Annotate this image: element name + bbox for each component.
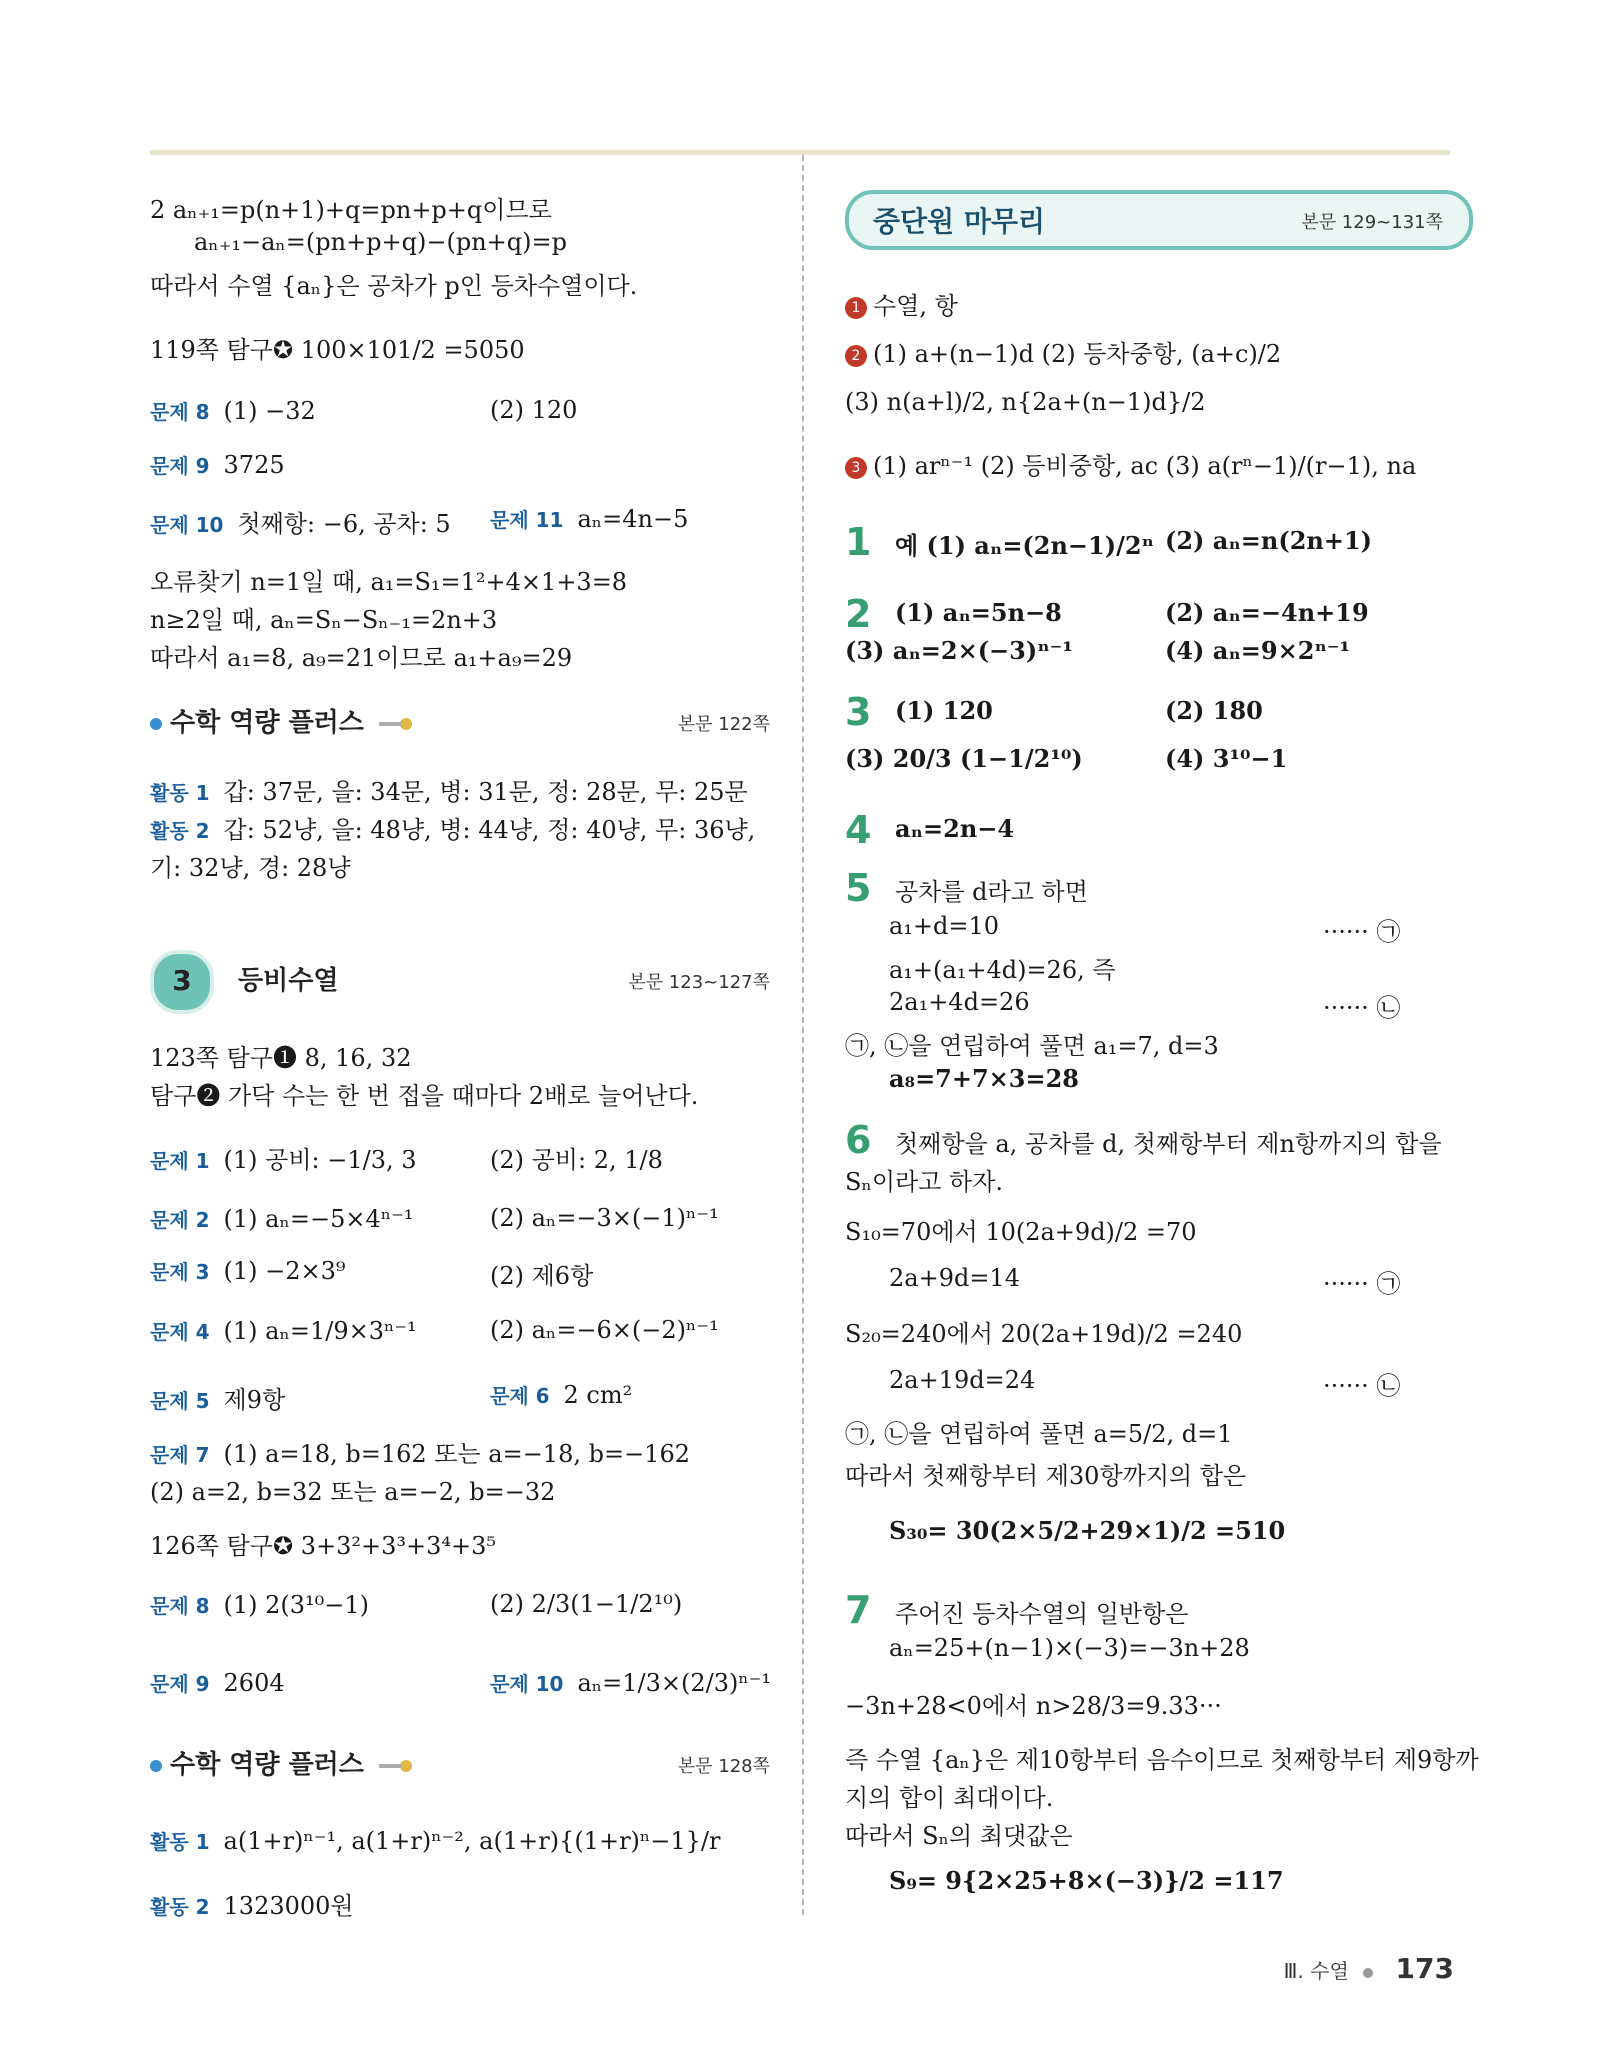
answer: (1) a=18, b=162 또는 a=−18, b=−162 [223,1440,690,1468]
solution-line: aₙ=25+(n−1)×(−3)=−3n+28 [889,1634,1250,1662]
answer: 갑: 37문, 을: 34문, 병: 31문, 정: 28문, 무: 25문 [223,778,748,806]
problem-tag: 문제 8 [150,400,210,424]
solution-line: S₁₀=70에서 10(2a+9d)/2 =70 [845,1218,1197,1246]
explore-2: 탐구❷ 가닥 수는 한 번 접을 때마다 2배로 늘어난다. [150,1082,699,1110]
error-find-line1: 오류찾기 n=1일 때, a₁=S₁=1²+4×1+3=8 [150,568,628,596]
top-rule [150,150,1450,155]
solution-line: 따라서 첫째항부터 제30항까지의 합은 [845,1462,1247,1490]
answer: (2) 120 [490,396,578,424]
separator-dot-icon [1363,1968,1373,1978]
concept-2-icon: 2 [845,345,867,367]
solution-line: a₈=7+7×3=28 [889,1064,1079,1093]
problem-tag: 문제 5 [150,1389,210,1413]
problem-tag: 문제 2 [150,1208,210,1232]
problem-tag: 문제 9 [150,1672,210,1696]
question-number: 1 [845,520,872,564]
answer: 제9항 [223,1386,286,1414]
answer: aₙ=2n−4 [895,814,1015,843]
question-number: 6 [845,1118,872,1162]
equation-marker: ······ ㉠ [1323,918,1401,946]
question-number: 5 [845,866,872,910]
section-3-badge: 3 [150,950,214,1014]
solution-line: 따라서 Sₙ의 최댓값은 [845,1822,1073,1850]
answer: 3725 [223,451,285,479]
answer: (4) aₙ=9×2ⁿ⁻¹ [1165,636,1351,665]
concept-answer: 수열, 항 [873,292,958,320]
solution-line: S₃₀= 30(2×5/2+29×1)/2 =510 [889,1516,1286,1545]
answer: aₙ=4n−5 [577,505,689,533]
solution-line: S₂₀=240에서 20(2a+19d)/2 =240 [845,1320,1243,1348]
equation-marker: ······ ㉡ [1323,1372,1401,1400]
solution-line: a₁+d=10 [889,912,1000,940]
solution-2-line3: 따라서 수열 {aₙ}은 공차가 p인 등차수열이다. [150,272,638,300]
solution-line: 공차를 d라고 하면 [895,878,1088,906]
bullet-icon [150,718,162,730]
answer: (1) aₙ=5n−8 [895,598,1062,627]
answer: 예 (1) aₙ=(2n−1)/2ⁿ [895,531,1155,560]
problem-tag: 문제 6 [490,1384,550,1408]
problem-tag: 문제 1 [150,1149,210,1173]
answer: (2) aₙ=−6×(−2)ⁿ⁻¹ [490,1316,719,1344]
problem-tag: 문제 7 [150,1443,210,1467]
explore-119: 119쪽 탐구✪ 100×101/2 =5050 [150,336,525,364]
answer: (1) −32 [223,397,316,425]
answer: (2) 180 [1165,696,1263,725]
question-number: 7 [845,1588,872,1632]
activity-tag: 활동 2 [150,819,210,843]
column-divider [802,155,804,1915]
error-find-line3: 따라서 a₁=8, a₉=21이므로 a₁+a₉=29 [150,644,573,672]
answer: (1) 공비: −1/3, 3 [223,1146,417,1174]
solution-line: 즉 수열 {aₙ}은 제10항부터 음수이므로 첫째항부터 제9항까 [845,1746,1479,1774]
answer: 첫째항: −6, 공차: 5 [237,510,451,538]
activity-tag: 활동 1 [150,781,210,805]
solution-line: 지의 합이 최대이다. [845,1784,1054,1812]
page-footer [1284,1952,1454,1985]
concept-answer: (3) n(a+l)/2, n{2a+(n−1)d}/2 [845,388,1206,416]
answer: a(1+r)ⁿ⁻¹, a(1+r)ⁿ⁻², a(1+r){(1+r)ⁿ−1}/r [223,1827,721,1855]
key-icon [379,1759,413,1773]
solution-line: −3n+28<0에서 n>28/3=9.33··· [845,1692,1222,1720]
problem-tag: 문제 3 [150,1260,210,1284]
chapter-review-header [845,190,1473,250]
question-number: 2 [845,592,872,636]
answer: (2) 2/3(1−1/2¹⁰) [490,1590,683,1618]
error-find-line2: n≥2일 때, aₙ=Sₙ−Sₙ₋₁=2n+3 [150,606,498,634]
plus-heading-2: 수학 역량 플러스 [150,1744,413,1781]
problem-tag: 문제 11 [490,508,564,532]
answer: aₙ=1/3×(2/3)ⁿ⁻¹ [577,1669,771,1697]
problem-tag: 문제 4 [150,1320,210,1344]
key-icon [379,717,413,731]
solution-line: ㉠, ㉡을 연립하여 풀면 a=5/2, d=1 [845,1420,1233,1448]
solution-2-line1: 2 aₙ₊₁=p(n+1)+q=pn+p+q이므로 [150,196,552,224]
answer: (3) aₙ=2×(−3)ⁿ⁻¹ [845,636,1073,665]
question-number: 4 [845,808,872,852]
concept-answer: (1) a+(n−1)d (2) 등차중항, (a+c)/2 [873,340,1282,368]
answer: (1) aₙ=−5×4ⁿ⁻¹ [223,1205,414,1233]
solution-line: a₁+(a₁+4d)=26, 즉 [889,956,1116,984]
answer: 1323000원 [223,1892,354,1920]
solution-line: 2a₁+4d=26 [889,988,1030,1016]
solution-line: 첫째항을 a, 공차를 d, 첫째항부터 제n항까지의 합을 [895,1130,1442,1158]
answer: (2) a=2, b=32 또는 a=−2, b=−32 [150,1478,556,1506]
problem-tag: 문제 8 [150,1594,210,1618]
solution-line: 2a+19d=24 [889,1366,1036,1394]
answer: 2 cm² [563,1381,633,1409]
plus-heading-1: 수학 역량 플러스 [150,702,413,739]
page-number: 173 [1395,1952,1454,1985]
concept-3-icon: 3 [845,457,867,479]
answer: (2) aₙ=−4n+19 [1165,598,1369,627]
answer: (4) 3¹⁰−1 [1165,744,1288,773]
answer: 2604 [223,1669,285,1697]
solution-2-line2: aₙ₊₁−aₙ=(pn+p+q)−(pn+q)=p [194,228,567,256]
plus-ref-2: 본문 128쪽 [677,1756,770,1777]
solution-line: 주어진 등차수열의 일반항은 [895,1600,1189,1628]
chapter-review-title: 중단원 마무리 [873,205,1046,238]
section-3-ref: 본문 123~127쪽 [628,972,770,993]
activity-tag: 활동 1 [150,1830,210,1854]
question-number: 3 [845,690,872,734]
answer: 갑: 52냥, 을: 48냥, 병: 44냥, 정: 40냥, 무: 36냥, [223,816,756,844]
answer: (3) 20/3 (1−1/2¹⁰) [845,744,1083,773]
answer: (2) 공비: 2, 1/8 [490,1146,663,1174]
explore-126: 126쪽 탐구✪ 3+3²+3³+3⁴+3⁵ [150,1532,496,1560]
answer: (1) 120 [895,696,993,725]
solution-line: 2a+9d=14 [889,1264,1020,1292]
chapter-label: Ⅲ. 수열 [1283,1959,1349,1983]
plus-ref-1: 본문 122쪽 [677,714,770,735]
explore-123: 123쪽 탐구❶ 8, 16, 32 [150,1044,412,1072]
answer: (1) aₙ=1/9×3ⁿ⁻¹ [223,1317,417,1345]
answer: (2) aₙ=−3×(−1)ⁿ⁻¹ [490,1204,719,1232]
solution-line: Sₙ이라고 하자. [845,1168,1004,1196]
chapter-review-ref: 본문 129~131쪽 [1301,212,1443,233]
concept-answer: (1) arⁿ⁻¹ (2) 등비중항, ac (3) a(rⁿ−1)/(r−1), na [873,452,1417,480]
answer: (1) 2(3¹⁰−1) [223,1591,370,1619]
answer: (2) aₙ=n(2n+1) [1165,526,1372,555]
equation-marker: ······ ㉡ [1323,994,1401,1022]
equation-marker: ······ ㉠ [1323,1270,1401,1298]
solution-line: S₉= 9{2×25+8×(−3)}/2 =117 [889,1866,1284,1895]
problem-tag: 문제 10 [490,1672,564,1696]
section-3-title: 등비수열 [238,966,339,996]
answer: (1) −2×3⁹ [223,1257,346,1285]
problem-tag: 문제 10 [150,513,224,537]
answer: 기: 32냥, 경: 28냥 [150,854,351,882]
activity-tag: 활동 2 [150,1895,210,1919]
solution-line: ㉠, ㉡을 연립하여 풀면 a₁=7, d=3 [845,1032,1219,1060]
answer: (2) 제6항 [490,1262,594,1290]
problem-tag: 문제 9 [150,454,210,478]
concept-1-icon: 1 [845,297,867,319]
bullet-icon [150,1760,162,1772]
